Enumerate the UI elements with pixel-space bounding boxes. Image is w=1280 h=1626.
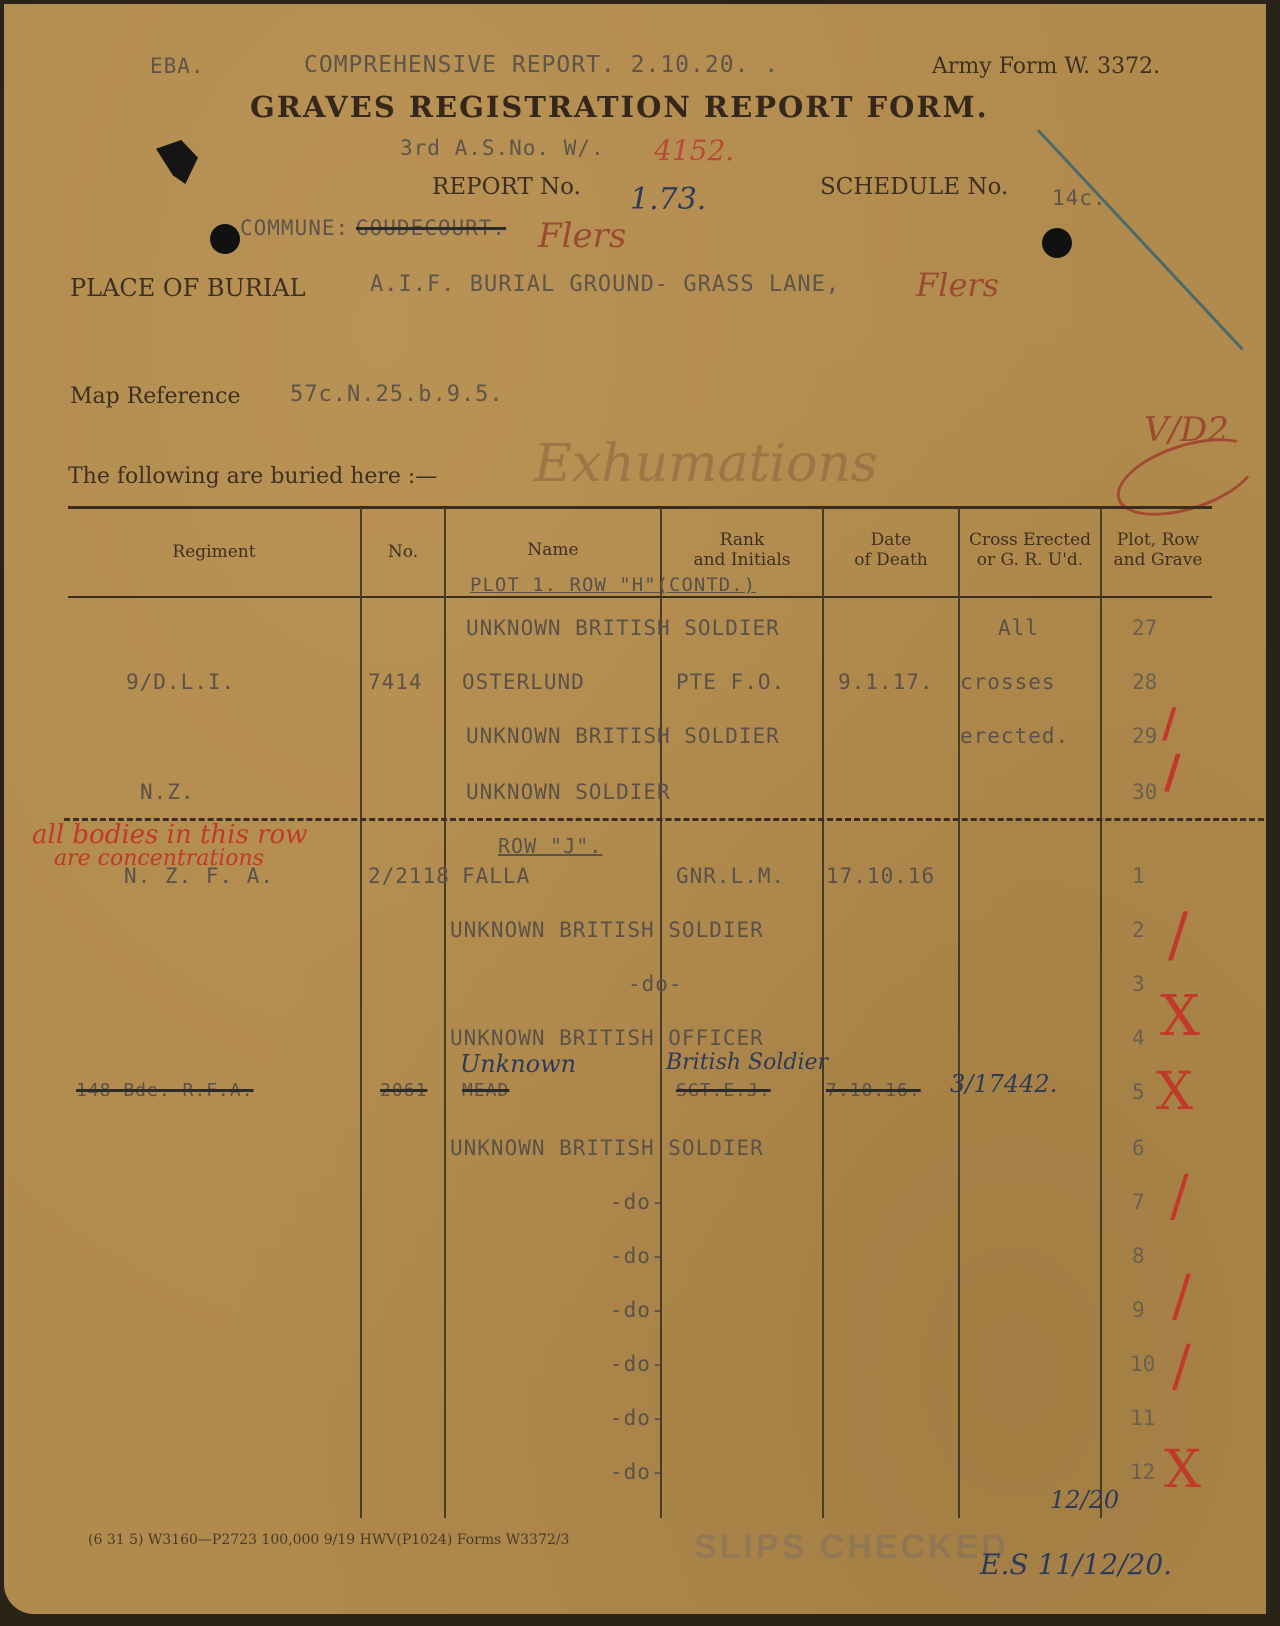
third-as-label: 3rd A.S.No. W/. — [400, 136, 605, 160]
name-cell: -do- — [610, 1352, 665, 1376]
hand-fraction: 12/20 — [1050, 1486, 1120, 1514]
col-divider-1 — [360, 508, 362, 1518]
cross-note: erected. — [960, 724, 1070, 748]
form-title: GRAVES REGISTRATION REPORT FORM. — [250, 90, 989, 124]
col-header-name: Name — [527, 540, 579, 560]
regiment-cell: 148 Bde. R.F.A. — [76, 1080, 254, 1101]
schedule-number-value: 14c. — [1052, 186, 1107, 210]
cross-mark-icon: X — [1160, 984, 1200, 1049]
number-cell: 2061 — [380, 1080, 428, 1101]
table-top-rule — [68, 506, 1212, 509]
hand-date-initials: E.S 11/12/20. — [980, 1548, 1173, 1581]
number-cell: 7414 — [368, 670, 423, 694]
schedule-number-label: SCHEDULE No. — [820, 174, 1009, 200]
cross-mark-icon: X — [1164, 1440, 1202, 1500]
cross-note: crosses — [960, 670, 1056, 694]
grave-cell: 2 — [1132, 918, 1145, 942]
regiment-cell: N. Z. F. A. — [124, 864, 275, 888]
col-header-cross: Cross Erected or G. R. U'd. — [968, 530, 1092, 570]
rank-cell: SGT.E.J. — [676, 1080, 771, 1101]
date-cell: 9.1.17. — [838, 670, 934, 694]
row5-hand-rank: British Soldier — [666, 1050, 829, 1075]
grave-cell: 3 — [1132, 972, 1145, 996]
check-mark-icon: / — [1162, 700, 1177, 747]
date-cell: 17.10.16 — [826, 864, 936, 888]
name-cell: UNKNOWN BRITISH SOLDIER — [466, 724, 780, 748]
rank-cell: PTE F.O. — [676, 670, 786, 694]
name-cell: -do- — [610, 1244, 665, 1268]
name-cell: FALLA — [462, 864, 531, 888]
punch-hole-left — [210, 224, 240, 254]
cross-mark-icon: X — [1156, 1062, 1194, 1122]
print-reference-line: (6 31 5) W3160—P2723 100,000 9/19 HWV(P1024) Forms W3372/3 — [88, 1532, 570, 1548]
map-reference-label: Map Reference — [70, 384, 241, 409]
col-divider-4 — [822, 508, 824, 1518]
commune-hand-value: Flers — [538, 216, 627, 256]
grave-cell: 1 — [1132, 864, 1145, 888]
grave-cell: 10 — [1130, 1352, 1156, 1376]
name-cell: MEAD — [462, 1080, 510, 1101]
row5-hand-reference: 3/17442. — [950, 1070, 1058, 1098]
date-cell: 7.10.16. — [826, 1080, 921, 1101]
grave-cell: 11 — [1130, 1406, 1156, 1430]
name-cell: -do- — [610, 1190, 665, 1214]
check-mark-icon: / — [1172, 1334, 1191, 1399]
grave-cell: 30 — [1132, 780, 1158, 804]
place-of-burial-hand: Flers — [916, 266, 1000, 304]
exhumations-hand: Exhumations — [534, 434, 878, 494]
punch-hole-right — [1042, 228, 1072, 258]
report-form-sheet — [4, 4, 1266, 1614]
grave-cell: 8 — [1132, 1244, 1145, 1268]
margin-note-line-1: all bodies in this row — [32, 820, 308, 850]
name-cell: UNKNOWN SOLDIER — [466, 780, 671, 804]
col-header-plot: Plot, Row and Grave — [1113, 530, 1203, 570]
check-mark-icon: / — [1168, 900, 1189, 970]
third-as-number-hand: 4152. — [654, 134, 735, 167]
name-cell: -do- — [610, 1460, 665, 1484]
name-cell: OSTERLUND — [462, 670, 585, 694]
col-divider-5 — [958, 508, 960, 1518]
grave-cell: 4 — [1132, 1026, 1145, 1050]
margin-note-line-2: are concentrations — [54, 846, 264, 871]
table-header-rule — [68, 596, 1212, 598]
col-header-regiment: Regiment — [172, 542, 256, 562]
regiment-cell: 9/D.L.I. — [126, 670, 236, 694]
grave-cell: 7 — [1132, 1190, 1145, 1214]
grave-cell: 12 — [1130, 1460, 1156, 1484]
row5-hand-name: Unknown — [460, 1050, 577, 1078]
plot1-row-h-label: PLOT 1. ROW "H"(CONTD.) — [470, 574, 757, 596]
army-form-number: Army Form W. 3372. — [932, 54, 1161, 79]
col-header-date: Date of Death — [854, 530, 928, 570]
check-mark-icon: / — [1170, 1164, 1189, 1229]
commune-struck-value: GOUDECOURT. — [356, 216, 507, 240]
check-mark-icon: / — [1172, 1264, 1191, 1329]
grave-cell: 6 — [1132, 1136, 1145, 1160]
regiment-cell: N.Z. — [140, 780, 195, 804]
check-mark-icon: / — [1164, 744, 1181, 798]
rank-cell: GNR.L.M. — [676, 864, 786, 888]
grave-cell: 5 — [1132, 1080, 1145, 1104]
col-header-rank: Rank and Initials — [693, 530, 791, 570]
col-divider-6 — [1100, 508, 1102, 1518]
corner-fold-mark — [156, 140, 198, 184]
map-reference-value: 57c.N.25.b.9.5. — [290, 382, 504, 407]
name-cell: -do- — [628, 972, 683, 996]
commune-label: COMMUNE: — [240, 216, 350, 240]
reference-code: EBA. — [150, 54, 205, 78]
name-cell: UNKNOWN BRITISH SOLDIER — [450, 918, 764, 942]
name-cell: -do- — [610, 1298, 665, 1322]
grave-cell: 28 — [1132, 670, 1158, 694]
name-cell: UNKNOWN BRITISH SOLDIER — [466, 616, 780, 640]
col-divider-2 — [444, 508, 446, 1518]
place-of-burial-value: A.I.F. BURIAL GROUND- GRASS LANE, — [370, 272, 841, 297]
comprehensive-report-line: COMPREHENSIVE REPORT. 2.10.20. . — [304, 52, 780, 78]
name-cell: -do- — [610, 1406, 665, 1430]
place-of-burial-label: PLACE OF BURIAL — [70, 274, 306, 302]
cross-note: All — [998, 616, 1039, 640]
corner-hand-annotation: V/D2 — [1144, 410, 1229, 450]
slips-checked-stamp: SLIPS CHECKED — [694, 1528, 1009, 1566]
buried-here-label: The following are buried here :— — [68, 464, 438, 489]
grave-cell: 27 — [1132, 616, 1158, 640]
grave-cell: 29 — [1132, 724, 1158, 748]
row-j-label: ROW "J". — [498, 834, 603, 858]
grave-cell: 9 — [1132, 1298, 1145, 1322]
name-cell: UNKNOWN BRITISH SOLDIER — [450, 1136, 764, 1160]
number-cell: 2/2118 — [368, 864, 450, 888]
report-number-label: REPORT No. — [432, 174, 581, 200]
col-header-number: No. — [387, 542, 419, 562]
name-cell: UNKNOWN BRITISH OFFICER — [450, 1026, 764, 1050]
report-number-hand: 1.73. — [630, 182, 707, 217]
